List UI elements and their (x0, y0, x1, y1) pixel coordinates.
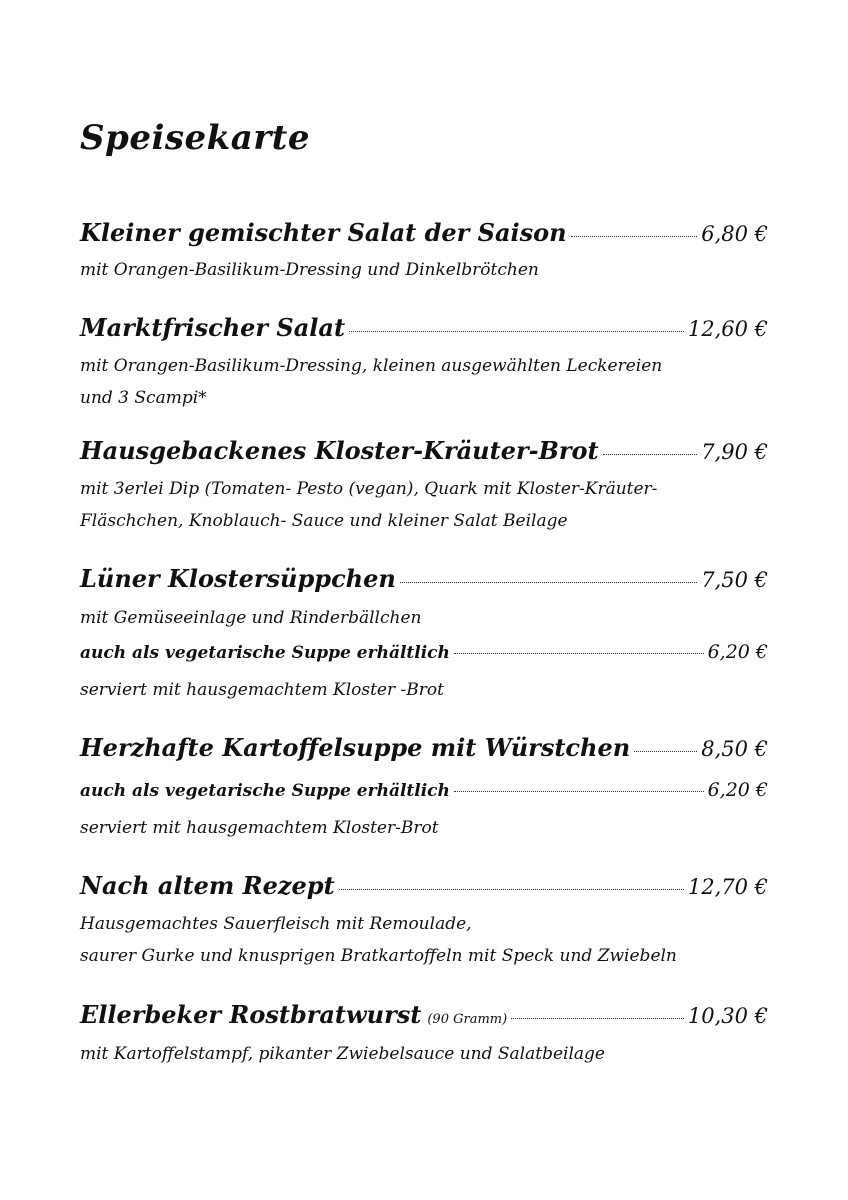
menu-item-description: saurer Gurke und knusprigen Bratkartoffeln mit Speck und Zwiebeln (80, 946, 677, 966)
dot-leader (511, 1018, 684, 1019)
menu-item-row (80, 218, 768, 247)
menu-item-description: mit Gemüseeinlage und Rinderbällchen (80, 608, 422, 628)
menu-item-price: 6,80 € (701, 222, 768, 246)
menu-item-variant-price: 6,20 € (707, 779, 768, 801)
menu-item-description: mit Orangen-Basilikum-Dressing und Dinkelbrötchen (80, 260, 539, 280)
menu-item-description: mit Orangen-Basilikum-Dressing, kleinen ausgewählten Leckereien (80, 356, 663, 376)
dot-leader (349, 331, 684, 332)
menu-item-row (80, 436, 768, 465)
menu-item-weight-note: (90 Gramm) (427, 1012, 508, 1027)
menu-item-price: 12,70 € (687, 875, 768, 899)
dot-leader (603, 454, 698, 455)
menu-item-price: 8,50 € (701, 737, 768, 761)
menu-item-served-note: serviert mit hausgemachtem Kloster-Brot (80, 818, 439, 838)
menu-item-variant-name: auch als vegetarische Suppe erhältlich (80, 643, 450, 663)
menu-item-name: Herzhafte Kartoffelsuppe mit Würstchen (80, 733, 631, 762)
menu-item-description: und 3 Scampi* (80, 388, 207, 408)
menu-item-price: 10,30 € (687, 1004, 768, 1028)
menu-item-row (80, 564, 768, 593)
menu-item-variant-price: 6,20 € (707, 641, 768, 663)
menu-item-variant-row (80, 641, 768, 663)
menu-item-row (80, 1000, 768, 1029)
dot-leader (571, 236, 698, 237)
menu-item-price: 7,90 € (701, 440, 768, 464)
dot-leader (634, 751, 697, 752)
dot-leader (400, 582, 697, 583)
menu-item-variant-name: auch als vegetarische Suppe erhältlich (80, 781, 450, 801)
menu-item-name (80, 1000, 507, 1029)
dot-leader (454, 653, 704, 654)
page-title: Speisekarte (80, 118, 310, 158)
dot-leader (339, 889, 684, 890)
menu-item-description: mit 3erlei Dip (Tomaten- Pesto (vegan), Quark mit Kloster-Kräuter- (80, 479, 658, 499)
menu-item-description: Hausgemachtes Sauerfleisch mit Remoulade, (80, 914, 472, 934)
menu-item-description: mit Kartoffelstampf, pikanter Zwiebelsauce und Salatbeilage (80, 1044, 605, 1064)
menu-item-served-note: serviert mit hausgemachtem Kloster -Brot (80, 680, 444, 700)
menu-item-name: Hausgebackenes Kloster-Kräuter-Brot (80, 436, 599, 465)
menu-item-variant-row (80, 779, 768, 801)
menu-item-name-text: Ellerbeker Rostbratwurst (80, 1000, 422, 1029)
menu-item-name: Marktfrischer Salat (80, 313, 346, 342)
menu-item-price: 12,60 € (687, 317, 768, 341)
menu-item-row (80, 733, 768, 762)
menu-item-price: 7,50 € (701, 568, 768, 592)
menu-item-name: Kleiner gemischter Salat der Saison (80, 218, 567, 247)
menu-item-description: Fläschchen, Knoblauch- Sauce und kleiner Salat Beilage (80, 511, 568, 531)
menu-item-name: Nach altem Rezept (80, 871, 335, 900)
menu-item-row (80, 313, 768, 342)
menu-item-row (80, 871, 768, 900)
dot-leader (454, 791, 704, 792)
menu-item-name: Lüner Klostersüppchen (80, 564, 396, 593)
